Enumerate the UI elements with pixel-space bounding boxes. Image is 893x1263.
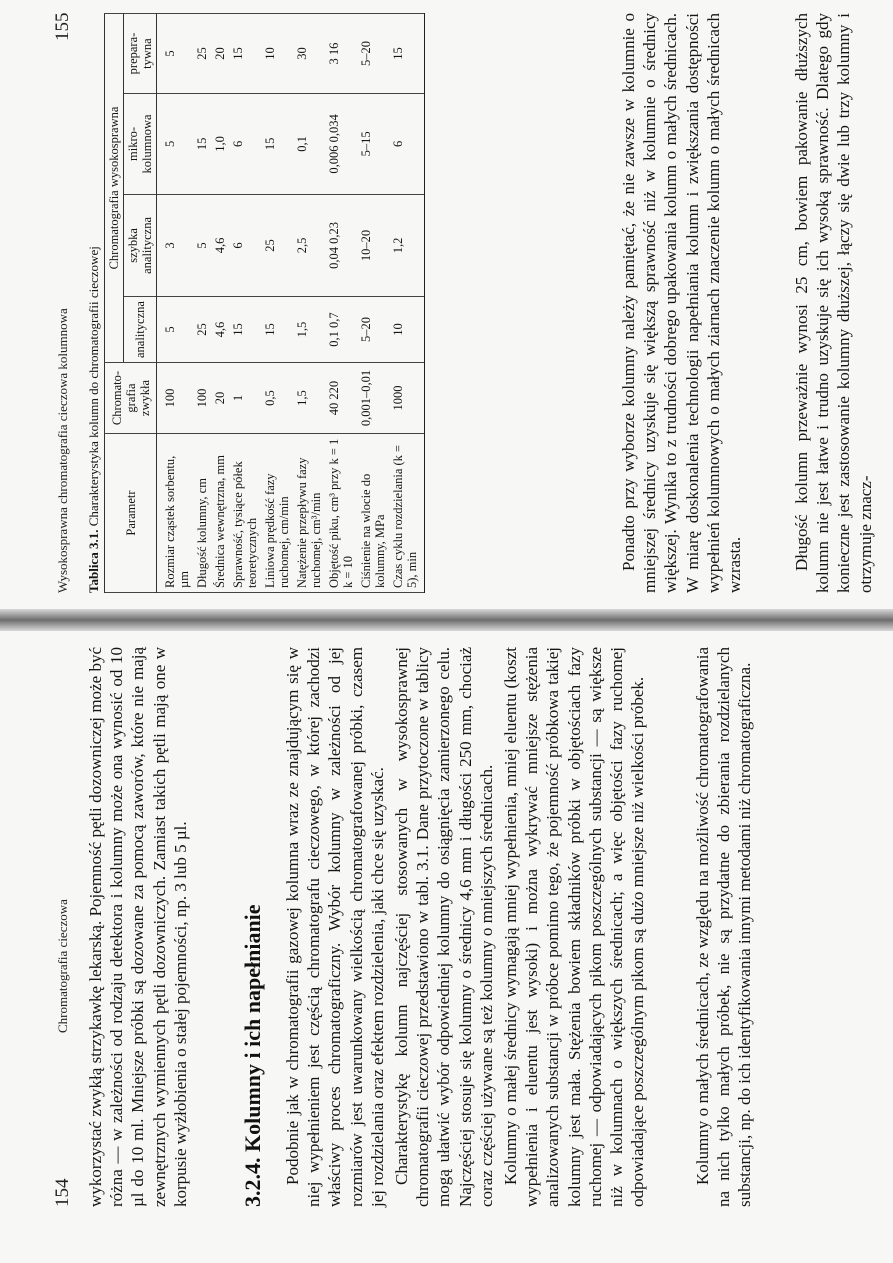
running-head: Wysokosprawna chromatografia cieczowa kolumnowa [55, 308, 70, 593]
table-cell: 0,001–0,01 [357, 363, 389, 434]
table-cell: 1 [229, 363, 261, 434]
row-label: Ciśnienie na wlocie do kolumny, MPa [357, 434, 389, 593]
paragraph: Kolumny o małych średnicach, ze względu na możliwość chromatografowania na nich tylko małych próbek, nie są przydatne do zbierania rozdzielanych substancji, np. do ich identyfikowania innymi metodami niż chromatograficzna. [693, 647, 755, 1207]
table-cell: 3 16 [325, 14, 357, 94]
row-label: Czas cyklu rozdzielania (k = 5), min [389, 434, 425, 593]
row-label: Natężenie przepływu fazy ruchomej, cm³/min [293, 434, 325, 593]
row-label: Objętość piku, cm³ przy k = 1 k = 10 [325, 434, 357, 593]
table-cell: 10 [389, 297, 425, 363]
table-cell: 20 [211, 14, 229, 94]
right-page [0, 0, 893, 609]
header-mikrokolumnowa: mikro-kolumnowa [124, 94, 157, 195]
table-cell: 5 [193, 194, 211, 296]
row-label: Średnica wewnętrzna, mm [211, 434, 229, 593]
table-cell: 6 [229, 94, 261, 195]
table-row [193, 14, 211, 593]
table-cell: 5–20 [357, 297, 389, 363]
table-row [211, 14, 229, 593]
row-label: Długość kolumny, cm [193, 434, 211, 593]
table-cell: 0,04 0,23 [325, 194, 357, 296]
paragraph: Podobnie jak w chromatografii gazowej kolumna wraz ze znajdującym się w niej wypełnieniem jest częścią chromatografu cieczowego, w której zachodzi właściwy proces chromatograficzny. Wybór kolumny w zależności od jej rozmiarów jest uwarunkowany wielkością chromatografowanej próbki, czasem jej rozdzielania oraz efektem rozdzielenia, jaki chce się uzyskać. [283, 647, 387, 1207]
table-cell: 20 [211, 363, 229, 434]
table-cell: 15 [261, 94, 293, 195]
table-cell: 25 [261, 194, 293, 296]
table-cell: 6 [229, 194, 261, 296]
table-row [261, 14, 293, 593]
table-row [325, 14, 357, 593]
table-row [293, 14, 325, 593]
header-szybka-analityczna: szybka analityczna [124, 194, 157, 296]
page-number: 154 [52, 1178, 73, 1207]
row-label: Sprawność, tysiące półek teoretycznych [229, 434, 261, 593]
table-cell: 25 [193, 14, 211, 94]
table-cell: 15 [229, 297, 261, 363]
header-preparatywna: prepara-tywna [124, 14, 157, 94]
table-row [157, 14, 194, 593]
left-page [0, 631, 893, 1263]
table-cell: 100 [193, 363, 211, 434]
table-cell: 5–15 [357, 94, 389, 195]
table-cell: 1000 [389, 363, 425, 434]
table-cell: 5–20 [357, 14, 389, 94]
table-cell: 1,5 [293, 297, 325, 363]
header-chromatografia-wysokosprawna: Chromatografia wysokosprawna [105, 14, 124, 363]
table-cell: 4,6 [211, 194, 229, 296]
table-cell: 5 [157, 297, 194, 363]
paragraph: Kolumny o małej średnicy wymagają mniej wypełnienia, mniej eluentu (koszt wypełnienia i eluentu jest wysoki) i można wykrywać mniejsze stężenia analizowanych substancji w próbce pomimo tego, że pojemność próbkowa takiej kolumny jest mała. Stężenia bowiem składników próbki w objętościach fazy ruchomej — odpowiadających pikom poszczególnych substancji — są większe niż w kolumnach o większych średnicach; a więc objętości fazy ruchomej odpowiadające poszczególnym pikom są dużo mniejsze niż wielkości próbek. [501, 647, 648, 1207]
paragraph: wykorzystać zwykłą strzykawkę lekarską. Pojemność pętli dozowniczej może być różna — w zależności od rodzaju detektora i kolumny może ona wynosić od 10 µl do 10 ml. Mniejsze próbki są dozowane za pomocą zaworów, które nie mają zewnętrznych wymiennych pętli dozowniczych. Zamiast takich pętli mają one w korpusie wyżłobienia o stałej pojemności, np. 3 lub 5 µl. [86, 647, 190, 1207]
header-parametr: Parametr [105, 434, 157, 593]
table-caption-label: Tablica 3.1. [86, 529, 101, 593]
table-cell: 0,1 [293, 94, 325, 195]
table-cell: 1,5 [293, 363, 325, 434]
running-head: Chromatografia cieczowa [55, 899, 70, 1033]
table-caption-text: Charakterystyka kolumn do chromatografii cieczowej [86, 246, 101, 527]
row-label: Rozmiar cząstek sorbentu, µm [157, 434, 194, 593]
table-cell: 100 [157, 363, 194, 434]
paragraph: Ponadto przy wyborze kolumny należy pamiętać, że nie zawsze w kolumnie o mniejszej średnicy uzyskuje się większą sprawność niż w kolumnie o średnicy większej. Wynika to z trudności dobrego upakowania kolumn o małych średnicach. W miarę doskonalenia technologii napełniania kolumn i zwiększania dostępności wypełnień kolumnowych o małych ziarnach znaczenie kolumn o małych średnicach wzrasta. [619, 13, 745, 593]
header-analityczna: analityczna [124, 297, 157, 363]
table-cell: 5 [157, 94, 194, 195]
table-cell: 40 220 [325, 363, 357, 434]
table-cell: 3 [157, 194, 194, 296]
table-cell: 6 [389, 94, 425, 195]
table-cell: 0,006 0,034 [325, 94, 357, 195]
table-cell: 15 [389, 14, 425, 94]
paragraph: Długość kolumn przeważnie wynosi 25 cm, bowiem pakowanie dłuższych kolumn nie jest łatwe i trudno uzyskuje się ich wysoką sprawność. Dlatego gdy konieczne jest zastosowanie kolumny dłuższej, łączy się dwie lub trzy kolumny i otrzymuje znacz- [792, 13, 875, 593]
characteristics-table [104, 13, 425, 593]
table-cell: 25 [193, 297, 211, 363]
table-cell: 30 [293, 14, 325, 94]
header-chromatografia-zwykla: Chromato-grafia zwykła [105, 363, 157, 434]
table-cell: 5 [157, 14, 194, 94]
table-row [357, 14, 389, 593]
table-cell: 10 [261, 14, 293, 94]
table-cell: 1,2 [389, 194, 425, 296]
table-cell: 15 [193, 94, 211, 195]
table-cell: 0,5 [261, 363, 293, 434]
table-cell: 10–20 [357, 194, 389, 296]
table-row [229, 14, 261, 593]
table-cell: 0,1 0,7 [325, 297, 357, 363]
page-number: 155 [52, 12, 73, 41]
book-gutter [0, 609, 893, 631]
table-caption [86, 246, 102, 593]
row-label: Liniowa prędkość fazy ruchomej, cm/min [261, 434, 293, 593]
paragraph: Charakterystykę kolumn najczęściej stosowanych w wysokosprawnej chromatografii cieczowej przedstawiono w tabl. 3.1. Dane przytoczone w tablicy mogą ułatwić wybór odpowiedniej kolumny do osiągnięcia zamierzonego celu. Najczęściej stosuje się kolumny o średnicy 4,6 mm i długości 250 mm, chociaż coraz częściej używane są też kolumny o mniejszych średnicach. [392, 647, 496, 1207]
table-cell: 4,6 [211, 297, 229, 363]
table-cell: 2,5 [293, 194, 325, 296]
table-row [389, 14, 425, 593]
table-cell: 15 [261, 297, 293, 363]
section-heading: 3.2.4. Kolumny i ich napełnianie [240, 904, 265, 1207]
table-cell: 1,0 [211, 94, 229, 195]
table-cell: 15 [229, 14, 261, 94]
